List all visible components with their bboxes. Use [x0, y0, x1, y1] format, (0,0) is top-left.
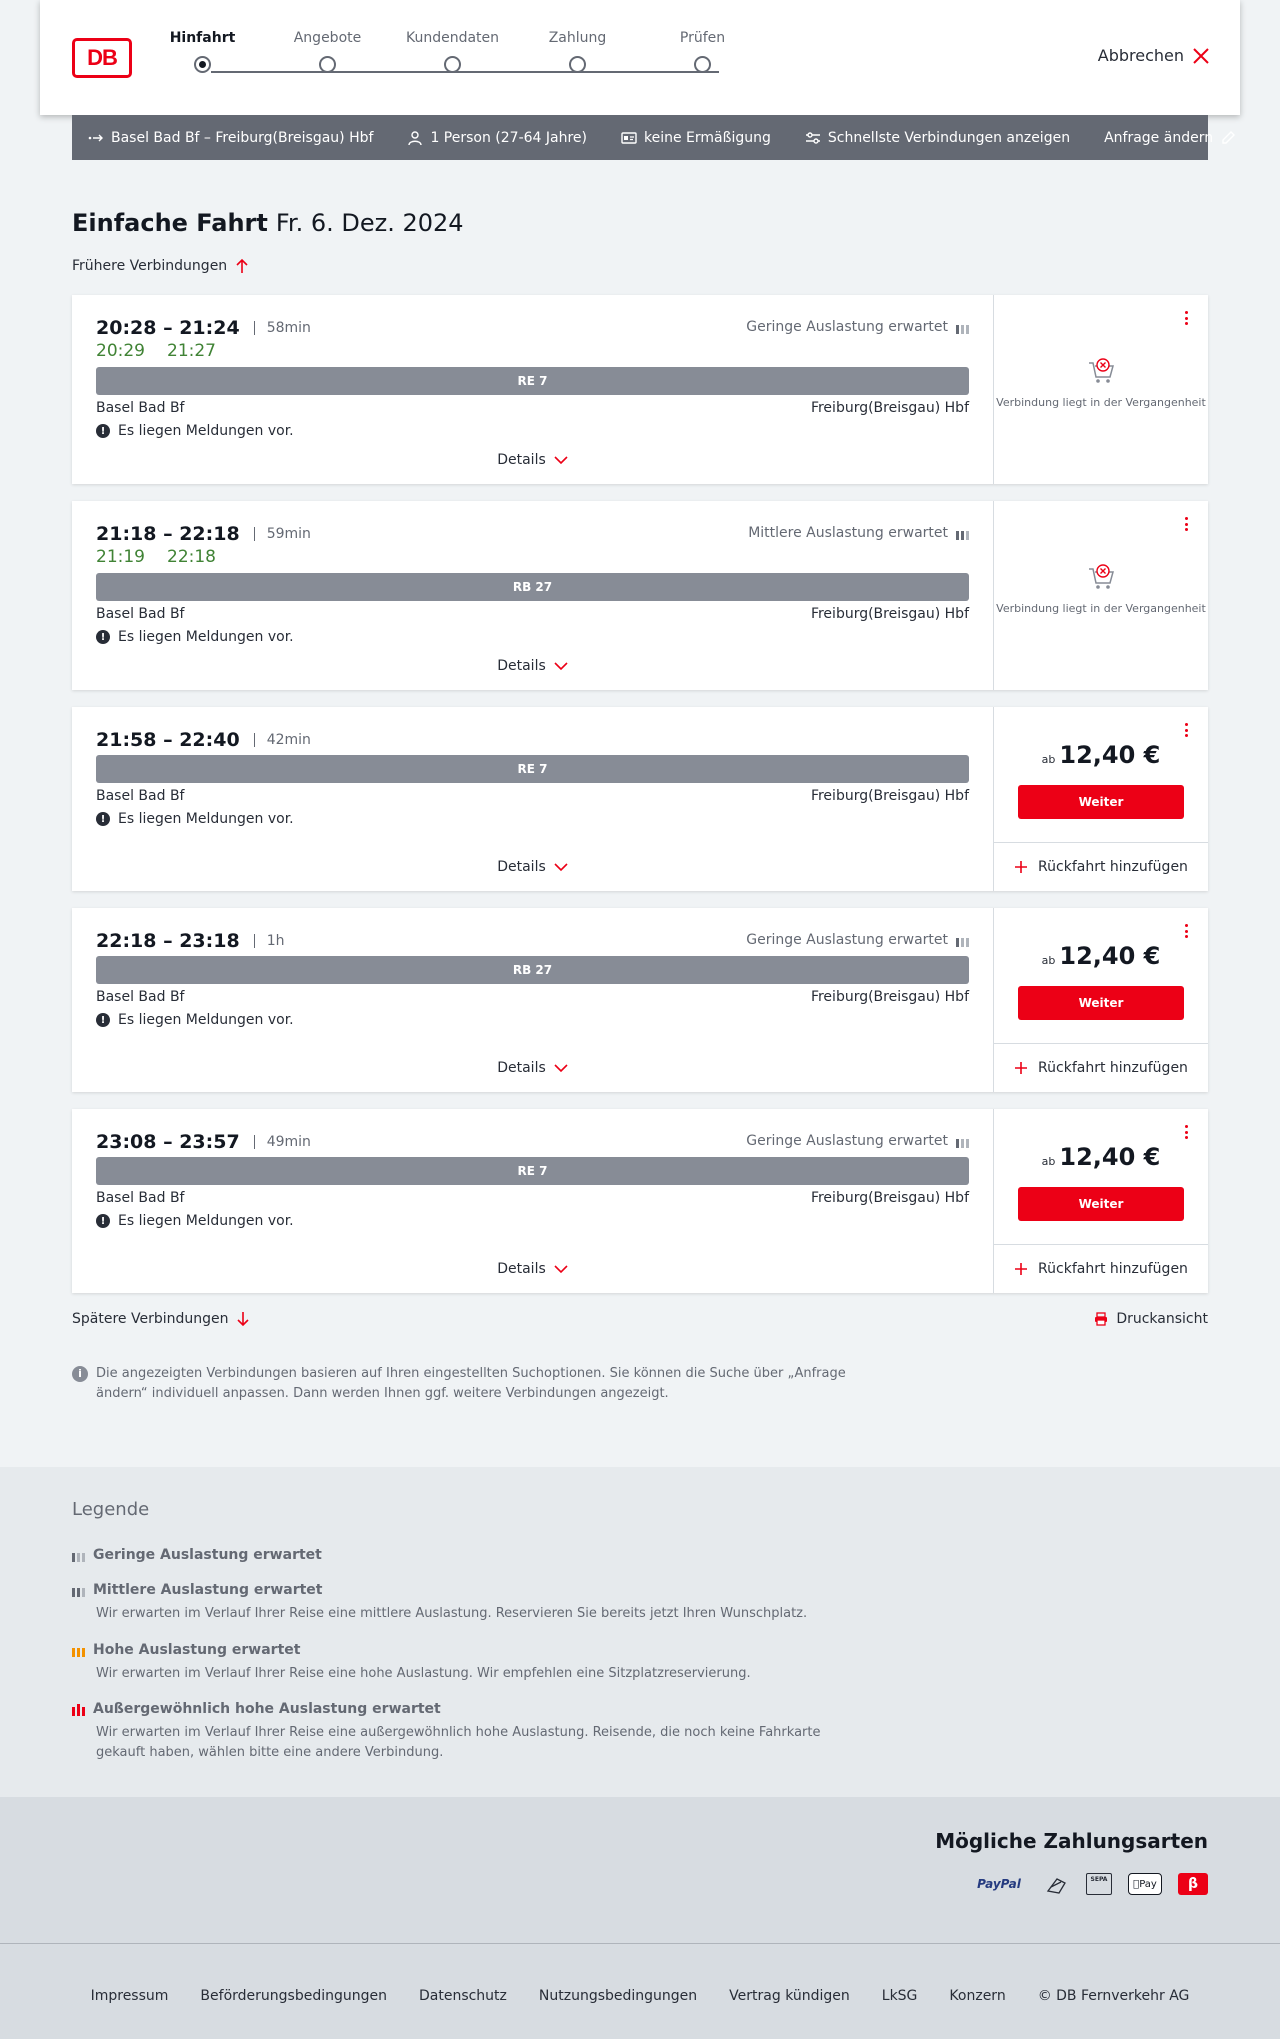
past-connection-info — [994, 355, 1208, 411]
legend-item — [72, 1547, 852, 1563]
footer-links — [0, 1988, 1280, 2004]
notice-text: Es liegen Meldungen vor. — [118, 629, 294, 645]
connection-card — [72, 501, 1208, 690]
alert-icon: ! — [96, 1013, 110, 1027]
bahncard-icon — [621, 130, 637, 146]
earlier-connections-link[interactable] — [72, 258, 249, 274]
later-label: Spätere Verbindungen — [72, 1311, 229, 1327]
realtime-times — [96, 341, 216, 361]
step-dot-active — [194, 56, 211, 73]
trip-date: Fr. 6. Dez. 2024 — [275, 209, 464, 237]
origin-station: Basel Bad Bf — [96, 788, 185, 804]
occupancy-indicator — [748, 525, 969, 541]
departure-arrival: 21:18 – 22:18 — [96, 523, 240, 545]
price-value: 12,40 € — [1059, 741, 1161, 769]
departure-arrival: 22:18 – 23:18 — [96, 930, 240, 952]
destination-station: Freiburg(Breisgau) Hbf — [810, 400, 969, 416]
origin-station: Basel Bad Bf — [96, 400, 185, 416]
payment-title: Mögliche Zahlungsarten — [935, 1829, 1208, 1853]
step-pruefen — [640, 30, 765, 73]
realtime-departure: 21:19 — [96, 547, 145, 567]
divider — [254, 934, 255, 948]
alert-icon: ! — [96, 630, 110, 644]
realtime-arrival: 21:27 — [167, 341, 216, 361]
footer-link-vertrag-kuendigen[interactable]: Vertrag kündigen — [729, 1988, 850, 2004]
footer-link-nutzungsbedingungen[interactable]: Nutzungsbedingungen — [538, 1988, 698, 2004]
page-title — [72, 209, 464, 237]
alert-icon: ! — [96, 1214, 110, 1228]
train-bar[interactable]: RE 7 — [96, 1157, 969, 1185]
departure-arrival: 21:58 – 22:40 — [96, 729, 240, 751]
route-arrow-icon — [88, 130, 104, 146]
notice-text: Es liegen Meldungen vor. — [118, 811, 294, 827]
step-dot — [444, 56, 461, 73]
step-label: Prüfen — [679, 30, 726, 46]
info-text: Die angezeigten Verbindungen basieren auf Ihren eingestellten Suchoptionen. Sie können die Suche über „Anfrage ändern“ individuell anpassen. Dann werden Ihnen ggf. weitere Verbindungen angezeigt. — [96, 1366, 846, 1401]
details-toggle[interactable] — [72, 859, 993, 875]
step-kundendaten — [390, 30, 515, 73]
details-label: Details — [497, 658, 546, 674]
legend-item-title — [72, 1582, 852, 1598]
more-options-icon[interactable] — [1180, 309, 1192, 327]
print-label: Druckansicht — [1116, 1311, 1208, 1327]
search-summary-bar — [72, 115, 1214, 160]
alert-icon: ! — [96, 424, 110, 438]
search-passengers[interactable] — [407, 130, 587, 146]
filter-sliders-icon — [805, 130, 821, 146]
duration: 49min — [266, 1134, 311, 1150]
passengers-text: 1 Person (27-64 Jahre) — [430, 129, 587, 146]
realtime-arrival: 22:18 — [167, 547, 216, 567]
details-toggle[interactable] — [72, 658, 993, 674]
price-prefix: ab — [1041, 753, 1056, 766]
offer-panel — [994, 295, 1208, 484]
step-hinfahrt — [140, 30, 265, 73]
occupancy-text: Mittlere Auslastung erwartet — [748, 525, 948, 541]
origin-station: Basel Bad Bf — [96, 989, 185, 1005]
plus-icon — [1014, 1262, 1028, 1276]
departure-arrival: 23:08 – 23:57 — [96, 1131, 240, 1153]
occupancy-high-icon — [72, 1643, 85, 1657]
continue-button[interactable]: Weiter — [1018, 986, 1184, 1020]
past-text: Verbindung liegt in der Vergangenheit — [996, 602, 1206, 615]
occupancy-medium-icon — [72, 1583, 85, 1597]
legend-item-title — [72, 1701, 852, 1717]
add-return-label: Rückfahrt hinzufügen — [1038, 1060, 1188, 1076]
person-icon — [407, 130, 423, 146]
plus-icon — [1014, 1061, 1028, 1075]
chevron-down-icon — [554, 862, 568, 872]
route-text: Basel Bad Bf – Freiburg(Breisgau) Hbf — [111, 129, 374, 146]
step-dot — [319, 56, 336, 73]
train-bar[interactable]: RE 7 — [96, 755, 969, 783]
legend-item-description: Wir erwarten im Verlauf Ihrer Reise eine hohe Auslastung. Wir empfehlen eine Sitzplatzreservierung. — [96, 1666, 751, 1681]
step-dot — [694, 56, 711, 73]
step-label: Kundendaten — [405, 30, 500, 46]
cart-unavailable-icon — [1086, 561, 1116, 591]
info-note — [72, 1364, 852, 1404]
add-return-label: Rückfahrt hinzufügen — [1038, 1261, 1188, 1277]
destination-station: Freiburg(Breisgau) Hbf — [810, 788, 969, 804]
db-bonus-icon: β — [1178, 1873, 1208, 1895]
footer-link-impressum[interactable]: Impressum — [90, 1988, 169, 2004]
origin-station: Basel Bad Bf — [96, 606, 185, 622]
change-request-button[interactable] — [1104, 130, 1236, 146]
add-return-button[interactable] — [994, 842, 1208, 891]
train-bar[interactable]: RE 7 — [96, 367, 969, 395]
footer-link-lksg[interactable]: LkSG — [881, 1988, 918, 2004]
legend-title: Legende — [72, 1499, 150, 1520]
step-angebote — [265, 30, 390, 73]
divider — [254, 733, 255, 747]
cancel-label: Abbrechen — [1097, 46, 1184, 65]
price-value: 12,40 € — [1059, 1143, 1161, 1171]
price — [994, 741, 1208, 769]
pencil-icon — [1220, 130, 1236, 146]
step-zahlung — [515, 30, 640, 73]
progress-steps — [169, 30, 750, 90]
legend-item-description: Wir erwarten im Verlauf Ihrer Reise eine außergewöhnlich hohe Auslastung. Reisende, die noch keine Fahrkarte gekauft haben, wählen bitte eine andere Verbindung. — [96, 1725, 821, 1760]
more-options-icon[interactable] — [1180, 721, 1192, 739]
connection-info — [72, 1109, 994, 1293]
destination-station: Freiburg(Breisgau) Hbf — [810, 989, 969, 1005]
arrow-down-icon — [236, 1311, 250, 1327]
offer-panel — [994, 707, 1208, 891]
legend-item-label: Geringe Auslastung erwartet — [93, 1547, 322, 1563]
legend — [0, 1467, 1280, 1797]
continue-button[interactable]: Weiter — [1018, 785, 1184, 819]
destination-station: Freiburg(Breisgau) Hbf — [810, 606, 969, 622]
connection-times — [96, 930, 284, 952]
occupancy-indicator — [746, 1133, 969, 1149]
duration: 58min — [266, 320, 311, 336]
more-options-icon[interactable] — [1180, 922, 1192, 940]
earlier-label: Frühere Verbindungen — [72, 258, 228, 274]
occupancy-medium-icon — [956, 526, 969, 540]
occupancy-low-icon — [956, 320, 969, 334]
connection-times — [96, 523, 311, 545]
trip-type: Einfache Fahrt — [72, 209, 268, 237]
search-option[interactable] — [805, 130, 1070, 146]
legend-item-title — [72, 1547, 852, 1563]
notice — [96, 1213, 294, 1229]
search-route[interactable] — [88, 130, 373, 146]
payment-methods — [0, 1797, 1280, 1943]
details-label: Details — [497, 859, 546, 875]
chevron-down-icon — [554, 1063, 568, 1073]
connection-info — [72, 501, 994, 690]
footer-link-konzern[interactable]: Konzern — [949, 1988, 1006, 2004]
cart-unavailable-icon — [1086, 355, 1116, 385]
apple-pay-label: Pay — [1136, 1878, 1154, 1890]
origin-station: Basel Bad Bf — [96, 1190, 185, 1206]
footer-link-datenschutz[interactable]: Datenschutz — [418, 1988, 507, 2004]
duration: 1h — [266, 933, 285, 949]
details-toggle[interactable] — [72, 452, 993, 468]
connection-info — [72, 707, 994, 891]
step-label: Angebote — [293, 30, 362, 46]
offer-panel — [994, 501, 1208, 690]
notice-text: Es liegen Meldungen vor. — [118, 1213, 294, 1229]
connection-times — [96, 729, 311, 751]
change-request-label: Anfrage ändern — [1104, 129, 1214, 146]
discount-text: keine Ermäßigung — [644, 129, 771, 146]
credit-card-icon — [1044, 1873, 1070, 1895]
connection-card — [72, 707, 1208, 891]
add-return-label: Rückfahrt hinzufügen — [1038, 859, 1188, 875]
legend-item-description: Wir erwarten im Verlauf Ihrer Reise eine mittlere Auslastung. Reservieren Sie bereits jetzt Ihren Wunschplatz. — [96, 1606, 808, 1621]
occupancy-text: Geringe Auslastung erwartet — [746, 1133, 948, 1149]
chevron-down-icon — [554, 661, 568, 671]
add-return-button[interactable] — [994, 1043, 1208, 1092]
legend-item — [72, 1582, 852, 1624]
price-value: 12,40 € — [1059, 942, 1161, 970]
details-toggle[interactable] — [72, 1261, 993, 1277]
divider — [254, 1135, 255, 1149]
details-label: Details — [497, 1261, 546, 1277]
realtime-times — [96, 547, 216, 567]
legend-item-label: Außergewöhnlich hohe Auslastung erwartet — [93, 1701, 441, 1717]
step-label: Zahlung — [548, 30, 607, 46]
more-options-icon[interactable] — [1180, 515, 1192, 533]
occupancy-text: Geringe Auslastung erwartet — [746, 319, 948, 335]
paypal-icon: PayPal — [977, 1877, 1021, 1891]
connection-info — [72, 295, 994, 484]
connection-info — [72, 908, 994, 1092]
legend-item-label: Hohe Auslastung erwartet — [93, 1642, 301, 1658]
sepa-icon: SEPA — [1086, 1873, 1112, 1895]
db-logo[interactable]: DB — [72, 38, 132, 78]
price-prefix: ab — [1041, 954, 1056, 967]
legend-item-title — [72, 1642, 852, 1658]
price — [994, 1143, 1208, 1171]
realtime-departure: 20:29 — [96, 341, 145, 361]
legend-item-label: Mittlere Auslastung erwartet — [93, 1582, 323, 1598]
past-text: Verbindung liegt in der Vergangenheit — [996, 396, 1206, 409]
connection-card — [72, 1109, 1208, 1293]
legend-item — [72, 1642, 852, 1684]
notice — [96, 629, 294, 645]
cancel-button[interactable] — [1098, 46, 1210, 65]
divider — [254, 527, 255, 541]
connection-card — [72, 295, 1208, 484]
notice-text: Es liegen Meldungen vor. — [118, 423, 294, 439]
legend-item — [72, 1701, 852, 1763]
print-view-link[interactable] — [1094, 1311, 1208, 1327]
header — [40, 0, 1240, 115]
price — [994, 942, 1208, 970]
later-connections-link[interactable] — [72, 1311, 250, 1327]
offer-panel — [994, 1109, 1208, 1293]
details-toggle[interactable] — [72, 1060, 993, 1076]
footer-link-befoerderungsbedingungen[interactable]: Beförderungsbedingungen — [200, 1988, 387, 2004]
printer-icon — [1094, 1312, 1108, 1326]
divider — [254, 321, 255, 335]
close-icon — [1192, 47, 1210, 65]
occupancy-indicator — [746, 932, 969, 948]
notice-text: Es liegen Meldungen vor. — [118, 1012, 294, 1028]
footer-copyright: © DB Fernverkehr AG — [1037, 1988, 1190, 2004]
departure-arrival: 20:28 – 21:24 — [96, 317, 240, 339]
connection-card — [72, 908, 1208, 1092]
occupancy-indicator — [746, 319, 969, 335]
past-connection-info — [994, 561, 1208, 617]
alert-icon: ! — [96, 812, 110, 826]
option-text: Schnellste Verbindungen anzeigen — [827, 129, 1071, 146]
connection-times — [96, 317, 311, 339]
occupancy-low-icon — [72, 1548, 85, 1562]
destination-station: Freiburg(Breisgau) Hbf — [810, 1190, 969, 1206]
continue-button[interactable]: Weiter — [1018, 1187, 1184, 1221]
chevron-down-icon — [554, 455, 568, 465]
price-prefix: ab — [1041, 1155, 1056, 1168]
details-label: Details — [497, 452, 546, 468]
step-label: Hinfahrt — [169, 30, 236, 46]
arrow-up-icon — [235, 258, 249, 274]
occupancy-exceptional-icon — [72, 1702, 85, 1716]
notice — [96, 1012, 294, 1028]
offer-panel — [994, 908, 1208, 1092]
chevron-down-icon — [554, 1264, 568, 1274]
payment-icons — [970, 1873, 1208, 1895]
occupancy-text: Geringe Auslastung erwartet — [746, 932, 948, 948]
connection-times — [96, 1131, 311, 1153]
notice — [96, 811, 294, 827]
footer — [0, 1943, 1280, 2039]
duration: 42min — [266, 732, 311, 748]
occupancy-low-icon — [956, 933, 969, 947]
more-options-icon[interactable] — [1180, 1123, 1192, 1141]
train-bar[interactable]: RB 27 — [96, 573, 969, 601]
occupancy-low-icon — [956, 1134, 969, 1148]
search-discount[interactable] — [621, 130, 771, 146]
plus-icon — [1014, 860, 1028, 874]
notice — [96, 423, 294, 439]
details-label: Details — [497, 1060, 546, 1076]
step-dot — [569, 56, 586, 73]
train-bar[interactable]: RB 27 — [96, 956, 969, 984]
add-return-button[interactable] — [994, 1244, 1208, 1293]
info-icon: i — [72, 1366, 88, 1382]
duration: 59min — [266, 526, 311, 542]
apple-pay-icon — [1128, 1873, 1162, 1895]
